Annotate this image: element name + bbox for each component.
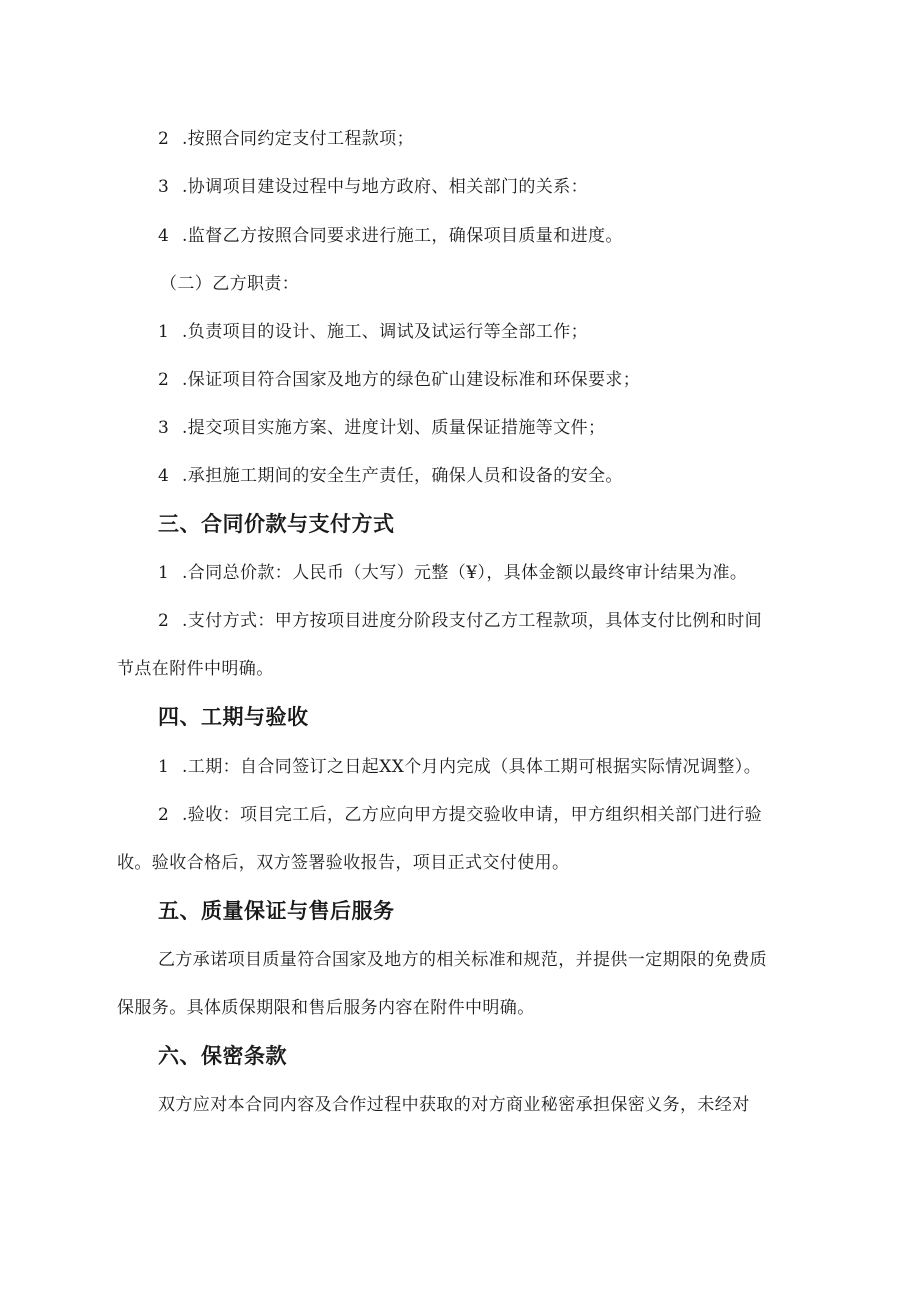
party-a-item-3 — [158, 176, 588, 198]
section-6-title: 六、保密条款 — [158, 1044, 287, 1068]
item-text: .验收：项目完工后，乙方应向甲方提交验收申请，甲方组织相关部门进行验 — [182, 805, 763, 825]
item-number: 2 — [158, 129, 170, 149]
section-3-item-1 — [158, 562, 747, 584]
item-number: 1 — [158, 322, 170, 342]
section-5-paragraph-continuation: 保服务。具体质保期限和售后服务内容在附件中明确。 — [117, 998, 535, 1018]
item-text: .支付方式：甲方按项目进度分阶段支付乙方工程款项，具体支付比例和时间 — [182, 611, 763, 631]
section-4-title: 四、工期与验收 — [158, 705, 309, 729]
item-text: .保证项目符合国家及地方的绿色矿山建设标准和环保要求； — [182, 370, 641, 390]
item-text: .提交项目实施方案、进度计划、质量保证措施等文件； — [182, 418, 606, 438]
item-number: 1 — [158, 563, 170, 583]
item-text: .承担施工期间的安全生产责任，确保人员和设备的安全。 — [182, 466, 623, 486]
item-number: 2 — [158, 370, 170, 390]
section-4-item-2-continuation: 收。验收合格后，双方签署验收报告，项目正式交付使用。 — [117, 853, 570, 873]
party-a-item-2 — [158, 128, 414, 150]
party-b-item-1 — [158, 321, 588, 343]
item-number: 4 — [158, 226, 170, 246]
item-number: 2 — [158, 611, 170, 631]
party-b-item-2 — [158, 369, 640, 391]
party-a-item-4 — [158, 225, 623, 247]
section-3-title: 三、合同价款与支付方式 — [158, 512, 395, 536]
item-number: 2 — [158, 805, 170, 825]
section-5-paragraph: 乙方承诺项目质量符合国家及地方的相关标准和规范，并提供一定期限的免费质 — [158, 950, 767, 970]
item-text: .协调项目建设过程中与地方政府、相关部门的关系： — [182, 177, 589, 197]
party-b-item-4 — [158, 465, 623, 487]
section-4-item-2 — [158, 804, 762, 826]
party-b-heading: （二）乙方职责： — [160, 274, 300, 294]
item-text: .监督乙方按照合同要求进行施工，确保项目质量和进度。 — [182, 226, 623, 246]
section-6-paragraph: 双方应对本合同内容及合作过程中获取的对方商业秘密承担保密义务，未经对 — [158, 1095, 750, 1115]
item-number: 3 — [158, 177, 170, 197]
section-3-item-2 — [158, 610, 762, 632]
item-number: 1 — [158, 757, 170, 777]
item-number: 4 — [158, 466, 170, 486]
party-b-item-3 — [158, 417, 605, 439]
item-text: .按照合同约定支付工程款项； — [182, 129, 415, 149]
section-4-item-1 — [158, 756, 761, 778]
item-text: .工期：自合同签订之日起XX个月内完成（具体工期可根据实际情况调整）。 — [182, 757, 762, 777]
section-5-title: 五、质量保证与售后服务 — [158, 899, 395, 923]
item-text: .负责项目的设计、施工、调试及试运行等全部工作； — [182, 322, 589, 342]
item-number: 3 — [158, 418, 170, 438]
section-3-item-2-continuation: 节点在附件中明确。 — [117, 659, 274, 679]
item-text: .合同总价款：人民币（大写）元整（¥），具体金额以最终审计结果为准。 — [182, 563, 748, 583]
